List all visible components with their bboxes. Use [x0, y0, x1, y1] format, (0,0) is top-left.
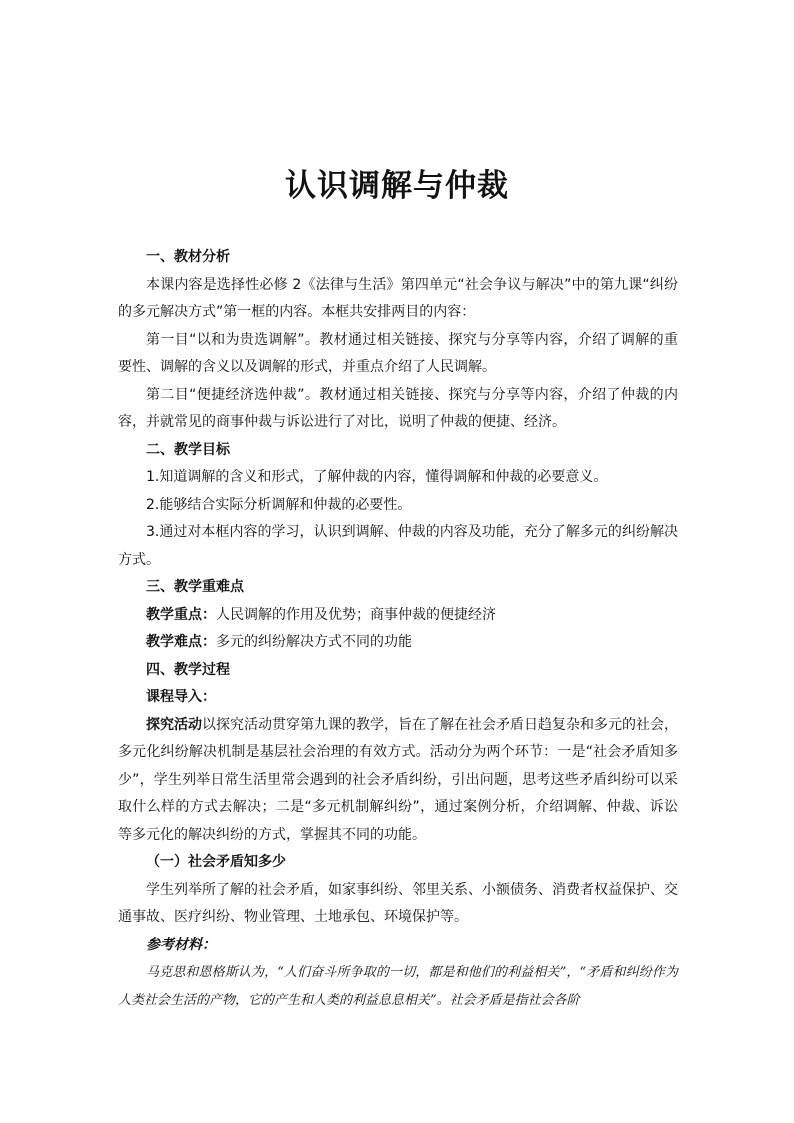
- key-point-label: 教学重点：: [146, 606, 216, 623]
- document-body: [118, 244, 678, 1014]
- activity-label: 探究活动: [146, 716, 202, 733]
- section-heading-analysis: 一、教材分析: [146, 249, 230, 265]
- objective-item: 1.知道调解的含义和形式，了解仲裁的内容，懂得调解和仲裁的必要意义。: [146, 469, 608, 485]
- paragraph: 第一目“以和为贵选调解”。教材通过相关链接、探究与分享等内容，介绍了调解的重要性、调解的含义以及调解的形式，并重点介绍了人民调解。: [118, 331, 678, 375]
- activity-text: 以探究活动贯穿第九课的教学，旨在了解在社会矛盾日趋复杂和多元的社会，多元化纠纷解决机制是基层社会治理的有效方式。活动分为两个环节：一是“社会矛盾知多少”，学生列举日常生活里常会遇到的社会矛盾纠纷，引出问题，思考这些矛盾纠纷可以采取什么样的方式去解决；二是“多元机制解纠纷”，通过案例分析，介绍调解、仲裁、诉讼等多元化的解决纠纷的方式，掌握其不同的功能。: [118, 716, 678, 843]
- section-heading-process: 四、教学过程: [146, 661, 230, 678]
- reference-text: 马克思和恩格斯认为，“人们奋斗所争取的一切，都是和他们的利益相关”，“矛盾和纠纷作为人类社会生活的产物，它的产生和人类的利益息息相关”。社会矛盾是指社会各阶: [118, 965, 678, 1008]
- course-intro-label: 课程导入：: [146, 689, 216, 705]
- paragraph: 学生列举所了解的社会矛盾，如家事纠纷、邻里关系、小额债务、消费者权益保护、交通事故、医疗纠纷、物业管理、土地承包、环境保护等。: [118, 881, 678, 925]
- reference-label: 参考材料：: [146, 936, 216, 953]
- key-point-line: [118, 602, 678, 630]
- section-heading-objectives: 二、教学目标: [146, 441, 230, 458]
- paragraph: 第二目“便捷经济选仲裁”。教材通过相关链接、探究与分享等内容，介绍了仲裁的内容，并就常见的商事仲裁与诉讼进行了对比，说明了仲裁的便捷、经济。: [118, 386, 678, 430]
- sub-heading-conflicts: （一）社会矛盾知多少: [146, 854, 286, 870]
- objective-item: 3.通过对本框内容的学习，认识到调解、仲裁的内容及功能，充分了解多元的纠纷解决方式。: [118, 524, 678, 568]
- difficulty-line: [118, 629, 678, 657]
- document-title: 认识调解与仲裁: [285, 168, 509, 204]
- paragraph: 本课内容是选择性必修 2《法律与生活》第四单元“社会争议与解决”中的第九课“纠纷的多元解决方式”第一框的内容。本框共安排两目的内容：: [118, 276, 678, 320]
- difficulty-label: 教学难点：: [146, 634, 216, 650]
- activity-paragraph: [118, 712, 678, 850]
- section-heading-key-points: 三、教学重难点: [146, 579, 244, 595]
- difficulty-text: 多元的纠纷解决方式不同的功能: [216, 634, 412, 650]
- objective-item: 2.能够结合实际分析调解和仲裁的必要性。: [146, 496, 412, 513]
- key-point-text: 人民调解的作用及优势；商事仲裁的便捷经济: [216, 606, 496, 623]
